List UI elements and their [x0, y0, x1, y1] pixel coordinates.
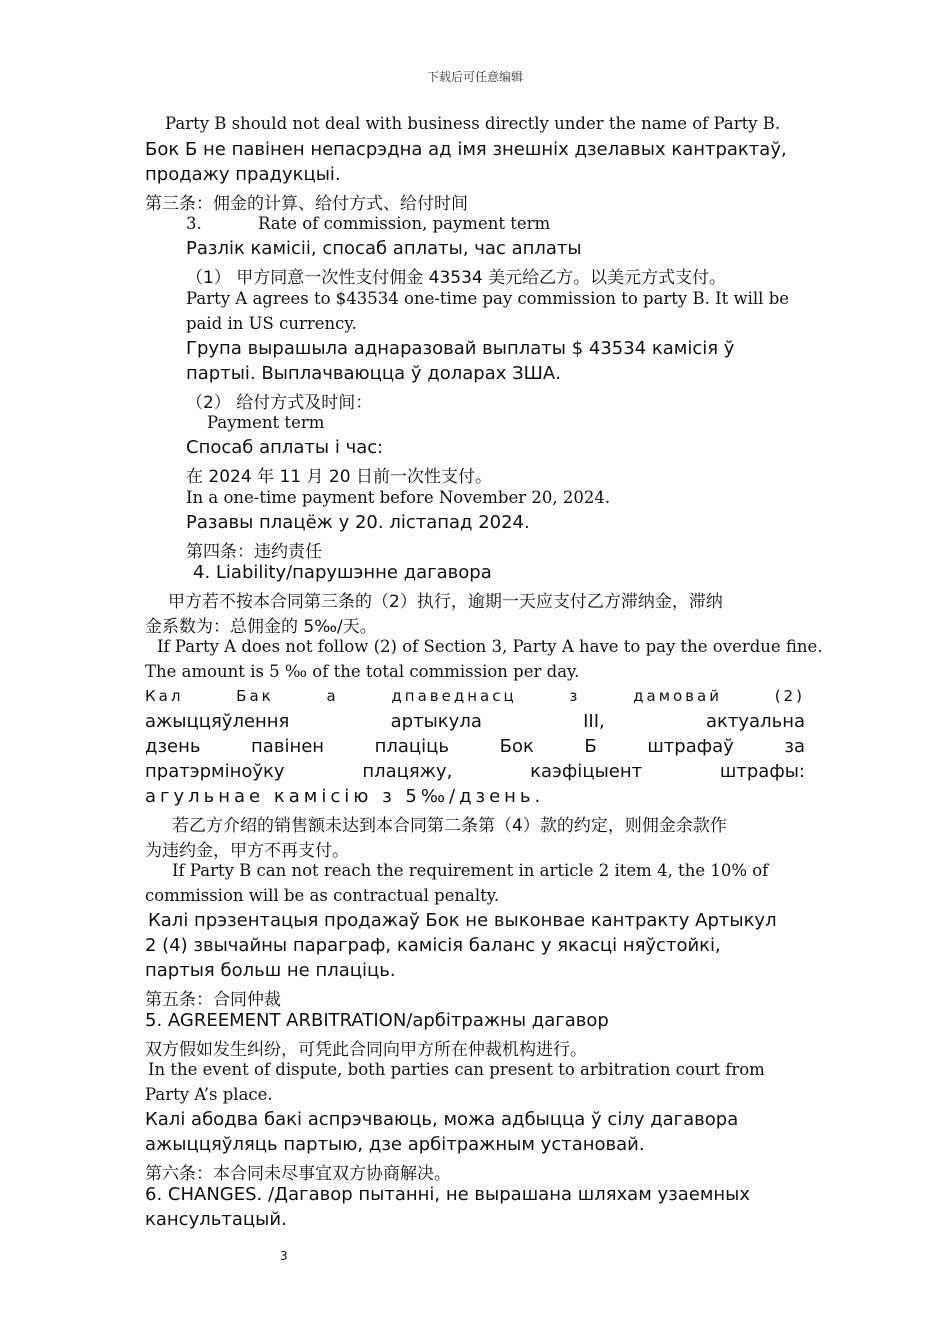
text-line: 若乙方介绍的销售额未达到本合同第二条第（4）款的约定，则佣金余款作 [172, 816, 727, 836]
text-line: If Party B can not reach the requirement in article 2 item 4, the 10% of [172, 861, 769, 880]
text-line: Party A’s place. [145, 1085, 273, 1104]
word: дпаведнасц [391, 687, 517, 705]
text-line: кансультацый. [145, 1209, 287, 1230]
word: з [569, 687, 581, 705]
text-line: Бок Б не павінен непасрэдна ад імя знешніх дзелавых кантрактаў, [145, 139, 787, 160]
text-line: In a one-time payment before November 20, 2024. [186, 488, 611, 507]
word: дамовай [633, 687, 722, 705]
text-line: 双方假如发生纠纷，可凭此合同向甲方所在仲裁机构进行。 [145, 1040, 587, 1060]
section-heading: Разлік камісіі, спосаб аплаты, час аплаты [186, 238, 582, 259]
word: Бок [499, 736, 534, 757]
section-heading: 第六条：本合同未尽事宜双方协商解决。 [145, 1164, 451, 1184]
word: павінен [251, 736, 325, 757]
word: Кал [145, 687, 184, 705]
word: а [326, 687, 339, 705]
word: актуальна [706, 711, 805, 732]
text-line: агульнае камісію з 5‰/дзень. [145, 786, 545, 807]
text-line: Калі прэзентацыя продажаў Бок не выконвае кантракту Артыкул [148, 910, 777, 931]
text-line: партыі. Выплачваюцца ў доларах ЗША. [186, 363, 561, 384]
section-heading: 5. AGREEMENT ARBITRATION/арбітражны дагавор [145, 1010, 609, 1031]
word: за [784, 736, 805, 757]
word: плаціць [374, 736, 450, 757]
page-number: 3 [280, 1249, 288, 1263]
word: артыкула [390, 711, 482, 732]
text-line: （1） 甲方同意一次性支付佣金 43534 美元给乙方。以美元方式支付。 [186, 268, 727, 288]
section-heading: 第五条：合同仲裁 [145, 990, 281, 1010]
text-line: The amount is 5 ‰ of the total commission per day. [145, 662, 580, 681]
text-line: ажыццяўляць партыю, дзе арбітражным установай. [145, 1134, 645, 1155]
text-line: продажу прадукцыі. [145, 164, 341, 185]
text-line [145, 687, 805, 705]
text-line: 2 (4) звычайны параграф, камісія баланс у якасці няўстойкі, [145, 935, 721, 956]
text-line: Спосаб аплаты і час: [186, 437, 384, 458]
section-heading: 4. Liability/парушэнне дагавора [193, 562, 492, 583]
text-line: In the event of dispute, both parties can present to arbitration court from [148, 1060, 765, 1079]
text-line: （2） 给付方式及时间： [186, 393, 373, 413]
text-line: Калі абодва бакі аспрэчваюць, можа адбыцца ў сілу дагавора [145, 1109, 739, 1130]
word: III, [583, 711, 605, 732]
text-line: 为违约金，甲方不再支付。 [145, 841, 349, 861]
text-line: партыя больш не плаціць. [145, 960, 396, 981]
word: ажыццяўлення [145, 711, 290, 732]
word: (2) [774, 687, 805, 705]
section-heading: 第四条：违约责任 [186, 542, 322, 562]
word: штрафы: [719, 761, 805, 782]
text-line: 金系数为：总佣金的 5‰/天。 [145, 617, 377, 637]
section-heading: Rate of commission, payment term [258, 214, 551, 233]
text-line: 在 2024 年 11 月 20 日前一次性支付。 [186, 467, 492, 487]
page-header-note: 下载后可任意编辑 [426, 70, 523, 84]
word: штрафаў [647, 736, 734, 757]
text-line: Група вырашыла аднаразовай выплаты $ 43534 камісія ў [186, 338, 735, 359]
section-number: 3. [186, 214, 202, 233]
text-line [145, 761, 805, 782]
word: дзень [145, 736, 201, 757]
text-line: paid in US currency. [186, 314, 357, 333]
text-line: Разавы плацёж у 20. лістапад 2024. [186, 512, 530, 533]
word: каэфіцыент [530, 761, 643, 782]
text-line: Party B should not deal with business directly under the name of Party B. [165, 114, 781, 133]
text-line [145, 736, 805, 757]
text-line: Party A agrees to $43534 one-time pay commission to party B. It will be [186, 289, 790, 308]
text-line [145, 711, 805, 732]
text-line: commission will be as contractual penalty. [145, 886, 500, 905]
word: Б [584, 736, 597, 757]
text-line: If Party A does not follow (2) of Section 3, Party A have to pay the overdue fine. [157, 637, 823, 656]
text-line: 甲方若不按本合同第三条的（2）执行，逾期一天应支付乙方滞纳金，滞纳 [168, 592, 723, 612]
word: пратэрміноўку [145, 761, 285, 782]
section-heading: 6. CHANGES. /Дагавор пытанні, не вырашана шляхам узаемных [145, 1184, 751, 1205]
word: плацяжу, [362, 761, 453, 782]
text-line: Payment term [207, 413, 325, 432]
word: Бак [236, 687, 274, 705]
section-heading: 第三条：佣金的计算、给付方式、给付时间 [145, 194, 468, 214]
